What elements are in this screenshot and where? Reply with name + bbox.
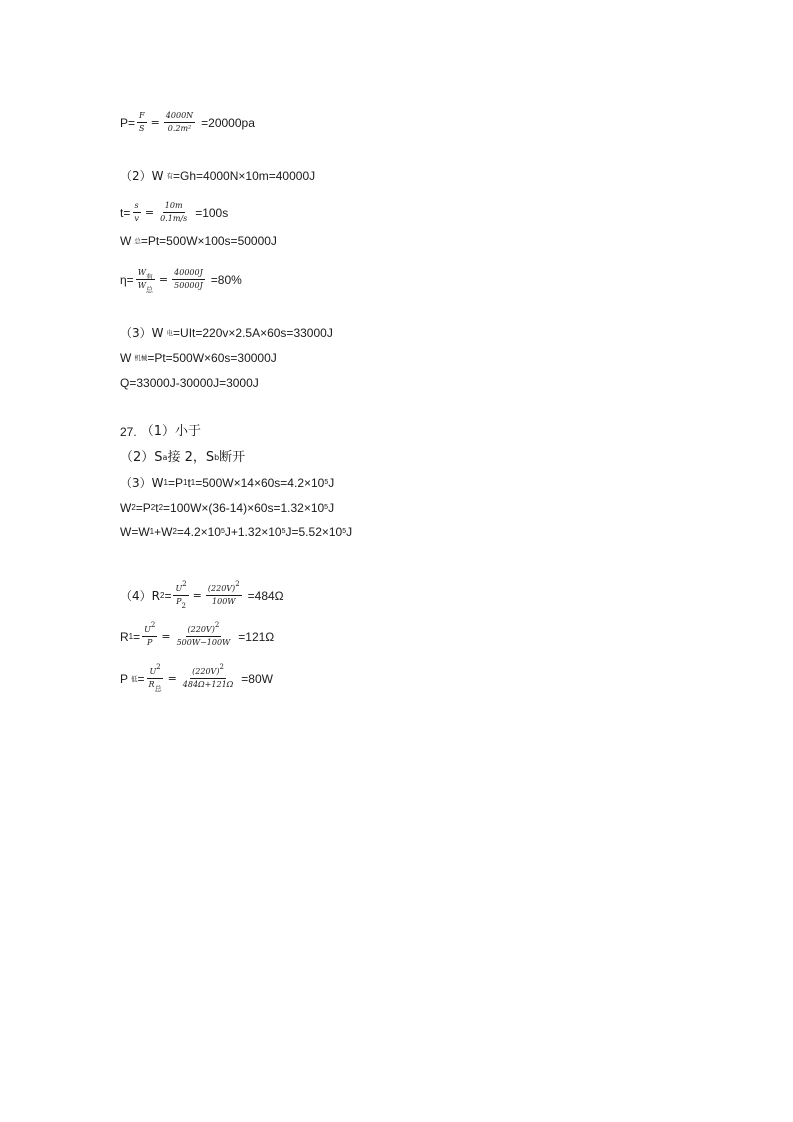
- fraction-values: [181, 663, 236, 690]
- numerator: F: [137, 111, 147, 123]
- denominator-symbol: W: [137, 281, 146, 290]
- text-part: J: [328, 476, 335, 490]
- numerator: 40000J: [172, 268, 205, 280]
- line-useful-work: （2）W 有 =Gh=4000N×10m=40000J: [120, 169, 316, 183]
- fraction-f-over-s: [137, 111, 147, 134]
- text-part: =P: [135, 501, 151, 515]
- denominator: 0.2m²: [167, 124, 192, 133]
- result: =Pt=500W×60s=30000J: [147, 351, 277, 365]
- numerator-symbol: U: [149, 667, 157, 676]
- text-prefix: （2）W: [120, 169, 164, 183]
- text-part: W=W: [120, 525, 150, 539]
- numerator-superscript: 2: [219, 663, 224, 671]
- result: =80W: [241, 671, 273, 686]
- line-efficiency: [120, 268, 242, 294]
- equals-text: =: [133, 629, 141, 644]
- numerator: [190, 663, 226, 679]
- numerator: 4000N: [164, 111, 195, 123]
- numerator-superscript: 2: [214, 621, 220, 629]
- fraction-values: [158, 201, 189, 224]
- line-p-low: P 低 = $\frac{U2}{\text{R总}}$ = $\frac{(220V)2}{484\Omega+121\Omega}$ =80W: [120, 663, 273, 693]
- denominator: S: [139, 124, 145, 133]
- text-part: J=5.52×10: [285, 525, 343, 539]
- fraction-values: [172, 268, 205, 291]
- line-w2: W 2 =P 2 t 2 =100W×(36-14)×60s=1.32×10 5 J: [120, 501, 335, 515]
- text-part: （3）W: [120, 476, 164, 490]
- denominator: 0.1m/s: [160, 214, 188, 223]
- numerator-value: (220V): [192, 667, 220, 676]
- text-prefix: （3）W: [120, 326, 164, 340]
- numerator: 10m: [163, 201, 185, 213]
- line-question-27: [120, 425, 201, 439]
- text-part: （2）S: [120, 450, 163, 465]
- line-mechanical-work: W 机械 =Pt=500W×60s=30000J: [120, 351, 277, 365]
- numerator-superscript: 2: [235, 580, 240, 588]
- denominator-subscript: 2: [181, 602, 186, 610]
- line-w1: （3）W 1 =P 1 t 1 =500W×14×60s=4.2×10 5 J: [120, 476, 335, 490]
- text-part: W: [120, 501, 132, 515]
- text-part: t: [155, 501, 159, 515]
- result: =80%: [210, 272, 242, 287]
- line-r1: R 1 = $\frac{U2}{P}$ = $\frac{(220V)2}{500W-100W}$ =121Ω: [120, 621, 275, 647]
- text-part: t: [187, 476, 191, 490]
- fraction-s-over-v: [132, 201, 141, 224]
- equals-text: =: [137, 671, 145, 686]
- line-time: [120, 201, 228, 224]
- numerator: [147, 663, 162, 679]
- denominator: 484Ω+121Ω: [182, 680, 234, 689]
- text-prefix: P=: [120, 115, 136, 130]
- fraction-values: [206, 580, 242, 607]
- denominator: [147, 679, 164, 693]
- numerator: [206, 580, 242, 596]
- line-pressure: [120, 111, 255, 134]
- text-part: =4.2×10: [176, 525, 221, 539]
- numerator-symbol: U: [144, 625, 151, 634]
- line-w-total: W=W 1 +W 2 =4.2×10 5 J+1.32×10 5 J=5.52×10 5 J: [120, 525, 353, 539]
- text-prefix: η=: [120, 272, 134, 287]
- equals-sign: =: [167, 671, 177, 685]
- result: =UIt=220v×2.5A×60s=33000J: [173, 326, 333, 340]
- question-number: 27.: [120, 425, 137, 439]
- equals-text: =: [164, 588, 172, 603]
- equals-sign: =: [150, 115, 160, 129]
- text-part: =P: [167, 476, 183, 490]
- line-total-work: W 总 =Pt=500W×100s=50000J: [120, 234, 277, 248]
- fraction-w-ratio: [136, 268, 155, 294]
- numerator-superscript: 2: [182, 580, 187, 588]
- result: =484Ω: [247, 588, 284, 603]
- line-electric-work: （3）W 电 =UIt=220v×2.5A×60s=33000J: [120, 326, 333, 340]
- equals-sign: =: [161, 629, 171, 643]
- text-prefix: P: [120, 671, 129, 686]
- equals-sign: =: [192, 588, 202, 602]
- equals-sign: =: [158, 272, 169, 286]
- denominator-symbol: R: [148, 680, 155, 689]
- result: =Pt=500W×100s=50000J: [140, 234, 277, 248]
- result: =121Ω: [238, 629, 275, 644]
- fraction-values: [175, 621, 233, 648]
- numerator: [173, 580, 188, 596]
- denominator-subscript: 总: [145, 286, 153, 294]
- result: =Gh=4000N×10m=40000J: [173, 169, 316, 183]
- numerator: [186, 621, 222, 637]
- numerator: [142, 621, 157, 637]
- result: =20000pa: [201, 115, 255, 130]
- numerator-symbol: U: [175, 584, 183, 593]
- denominator: [174, 596, 188, 610]
- line-switch-state: （2）S a 接 2，S b 断开: [120, 450, 246, 465]
- text-part: J+1.32×10: [224, 525, 282, 539]
- denominator: v: [134, 214, 139, 223]
- line-heat: [120, 376, 259, 390]
- fraction-values: [164, 111, 195, 134]
- text-part: J: [346, 525, 353, 539]
- text-part: +W: [154, 525, 173, 539]
- fraction-u2-over-p2: [173, 580, 188, 610]
- text-part: 断开: [219, 450, 246, 465]
- numerator-value: (220V): [207, 584, 236, 593]
- denominator: 50000J: [174, 281, 203, 290]
- numerator-subscript: 有: [145, 273, 153, 281]
- text-part: 接 2，S: [167, 450, 215, 465]
- text-prefix: W: [120, 234, 132, 248]
- fraction-u2-over-r: [147, 663, 164, 693]
- text-prefix: t=: [120, 205, 131, 220]
- numerator-superscript: 2: [150, 621, 156, 629]
- numerator-symbol: W: [137, 268, 146, 277]
- numerator-superscript: 2: [156, 663, 161, 671]
- text-prefix: （4）R: [120, 588, 160, 603]
- line-r2: （4）R 2 = $\frac{U2}{P2}$ = $\frac{(220V)2}{100W}$ =484Ω: [120, 580, 284, 610]
- denominator: 500W−100W: [176, 638, 231, 647]
- text-part: =500W×14×60s=4.2×10: [195, 476, 325, 490]
- fraction-u2-over-p: [142, 621, 157, 648]
- equals-sign: =: [144, 205, 155, 219]
- text-part: J: [328, 501, 335, 515]
- result: =100s: [195, 205, 229, 220]
- denominator-symbol: P: [176, 597, 182, 606]
- text-part: =100W×(36-14)×60s=1.32×10: [163, 501, 325, 515]
- numerator-value: (220V): [187, 625, 215, 634]
- numerator: s: [133, 201, 141, 213]
- text-prefix: R: [120, 629, 129, 644]
- text-prefix: W: [120, 351, 132, 365]
- denominator-subscript: 总: [154, 685, 162, 693]
- denominator: [136, 280, 155, 294]
- numerator: [136, 268, 155, 280]
- text: Q=33000J-30000J=3000J: [120, 376, 259, 390]
- denominator: P: [147, 638, 153, 647]
- answer-text: （1）小于: [140, 424, 201, 439]
- denominator: 100W: [212, 597, 236, 606]
